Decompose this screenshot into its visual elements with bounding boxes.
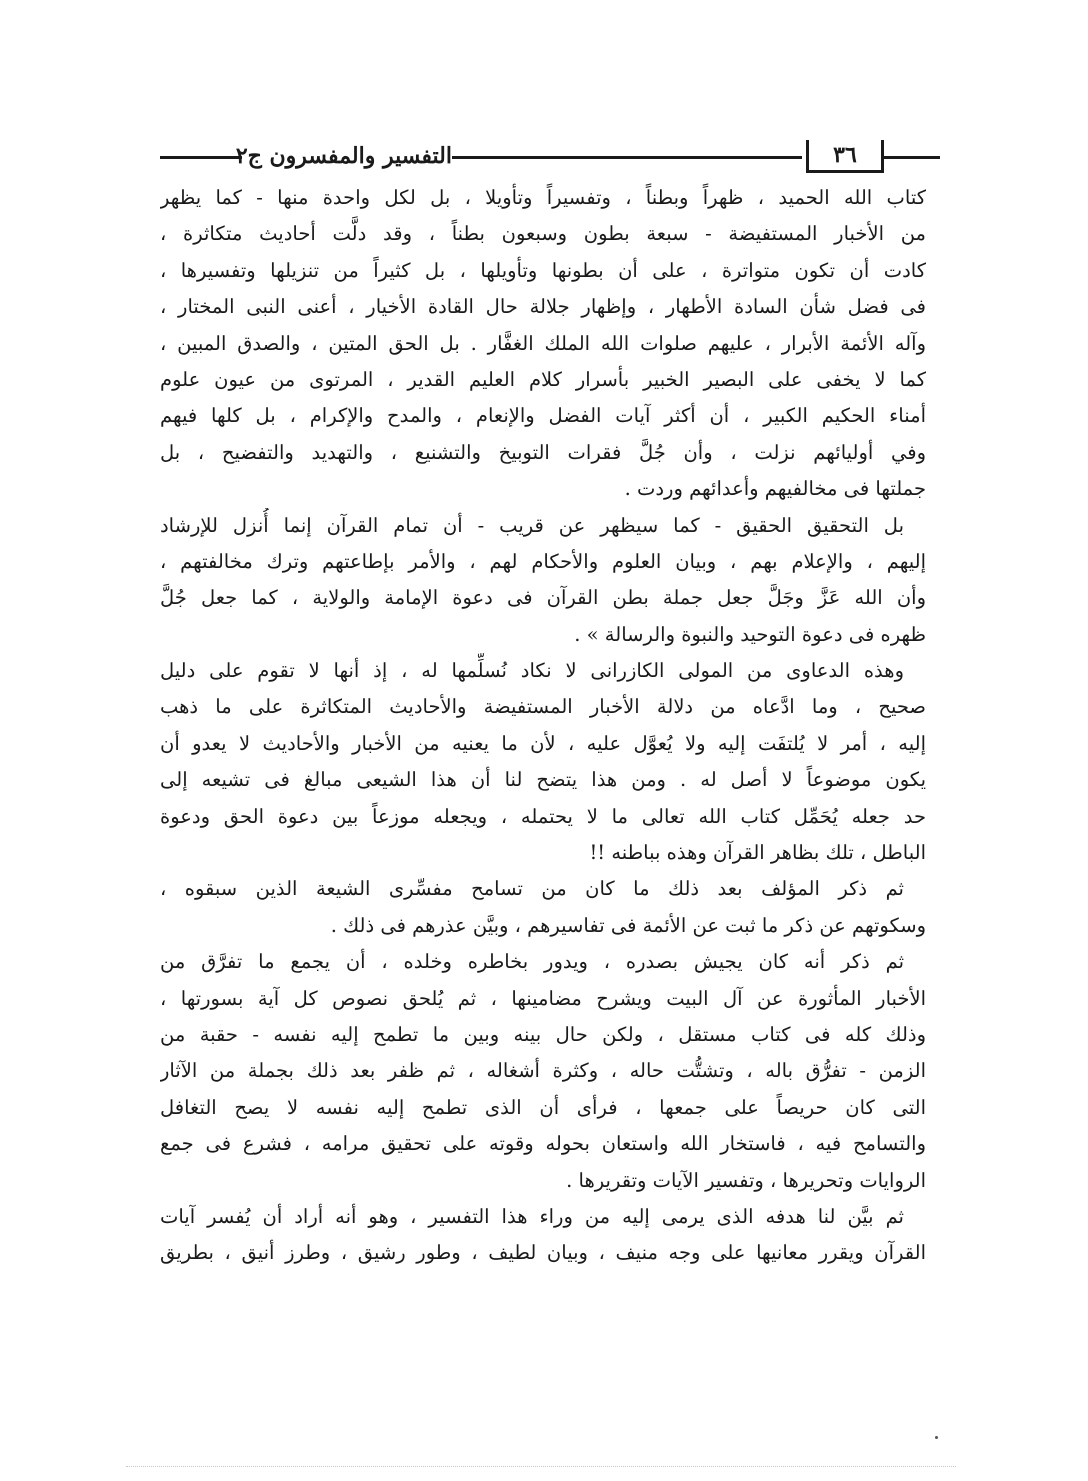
text-line: صحيح ، وما ادَّعاه من دلالة الأخبار المستفيضة والأحاديث المتكاثرة على ما ذهب	[160, 695, 926, 719]
text-line: وذلك كله فى كتاب مستقل ، ولكن حال بينه وبين ما تطمح إليه نفسه - حقبة من	[160, 1022, 926, 1046]
text-line: كتاب الله الحميد ، ظهراً وبطناً ، وتفسيراً وتأويلا ، بل لكل واحدة منها - كما يظهر	[160, 186, 926, 209]
body-text	[160, 180, 926, 1272]
text-line: وأن الله عَزَّ وجَلَّ جعل جملة بطن القرآن فى دعوة الإمامة والولاية ، كما جعل جُلَّ	[160, 586, 926, 610]
text-line: كما لا يخفى على البصير الخبير بأسرار كلام العليم القدير ، المرتوى من عيون علوم	[160, 367, 926, 391]
scan-speck	[935, 1436, 938, 1439]
header-rule-left	[160, 156, 242, 159]
text-line: وهذه الدعاوى من المولى الكازرانى لا نكاد نُسلِّمها له ، إذ أنها لا تقوم على دليل	[160, 659, 904, 683]
text-line: وفي أوليائهم نزلت ، وأن جُلَّ فقرات التوبيخ والتشنيع ، والتهديد والتفضيح ، بل	[160, 440, 926, 464]
text-line: حد جعله يُحَمِّل كتاب الله تعالى ما لا يحتمله ، ويجعله موزعاً بين دعوة الحق ودعوة	[160, 804, 926, 828]
text-line: بل التحقيق الحقيق - كما سيظهر عن قريب - أن تمام القرآن إنما أُنزل للإرشاد	[160, 513, 904, 537]
text-line: فى فضل شأن السادة الأطهار ، وإظهار جلالة حال القادة الأخيار ، أعنى النبى المختار ،	[160, 295, 926, 319]
running-title: التفسير والمفسرون ج٢	[235, 143, 452, 169]
page-bottom-edge	[126, 1466, 956, 1467]
text-line: ثم ذكر المؤلف بعد ذلك ما كان من تسامح مفسِّرى الشيعة الذين سبقوه ،	[160, 877, 904, 901]
text-line: كادت أن تكون متواترة ، على أن بطونها وتأويلها ، بل كثيراً من تنزيلها وتفسيرها ،	[160, 258, 926, 282]
header-rule-right	[882, 156, 940, 159]
text-line: ثم بيَّن لنا هدفه الذى يرمى إليه من وراء هذا التفسير ، وهو أنه أراد أن يُفسر آيات	[160, 1204, 904, 1228]
text-line: والتسامح فيه ، فاستخار الله واستعان بحوله وقوته على تحقيق مرامه ، فشرع فى جمع	[160, 1132, 926, 1156]
text-line: ثم ذكر أنه كان يجيش بصدره ، ويدور بخاطره وخلده ، أن يجمع ما تفرَّق من	[160, 950, 904, 974]
text-line: من الأخبار المستفيضة - سبعة بطون وسبعون بطناً ، وقد دلَّت أحاديث متكاثرة ،	[160, 222, 926, 246]
text-line: التى كان حريصاً على جمعها ، فرأى أن الذى تطمح إليه نفسه لا يصح التغافل	[160, 1095, 926, 1119]
text-line: وسكوتهم عن ذكر ما ثبت عن الأئمة فى تفاسيرهم ، وبيَّن عذرهم فى ذلك .	[330, 913, 926, 937]
text-line: جملتها فى مخالفيهم وأعدائهم وردت .	[624, 477, 926, 501]
header-rule-middle	[452, 156, 802, 159]
text-line: ظهره فى دعوة التوحيد والنبوة والرسالة » .	[574, 622, 926, 646]
text-line: الروايات وتحريرها ، وتفسير الآيات وتقريرها .	[566, 1168, 926, 1192]
text-line: الزمن - تفرُّق باله ، وتشتُّت حاله ، وكثرة أشغاله ، ثم ظفر بعد ذلك بجملة من الآثار	[160, 1059, 926, 1083]
text-line: الباطل ، تلك بظاهر القرآن وهذه بباطنه !!	[589, 841, 926, 865]
page-number: ٣٦	[806, 140, 884, 173]
running-header	[150, 140, 940, 180]
text-line: الأخبار المأثورة عن آل البيت ويشرح مضامينها ، ثم يُلحق نصوص كل آية بسورتها ،	[160, 986, 926, 1010]
text-line: إليهم ، والإعلام بهم ، وبيان العلوم والأحكام لهم ، والأمر بإطاعتهم وترك مخالفتهم ،	[160, 549, 926, 573]
text-line: يكون موضوعاً لا أصل له . ومن هذا يتضح لنا أن هذا الشيعى مبالغ فى تشيعه إلى	[160, 768, 926, 792]
text-line: وآله الأئمة الأبرار ، عليهم صلوات الله الملك الغفَّار . بل الحق المتين ، والصدق المبين ،	[160, 331, 926, 355]
text-line: القرآن ويقرر معانيها على وجه منيف ، وبيان لطيف ، وطور رشيق ، وطرز أنيق ، بطريق	[160, 1241, 926, 1265]
text-line: أمناء الحكيم الكبير ، أن أكثر آيات الفضل والإنعام ، والمدح والإكرام ، بل كلها فيهم	[160, 404, 926, 428]
text-line: إليه ، أمر لا يُلتفَت إليه ولا يُعوَّل عليه ، لأن ما يعنيه من الأخبار والأحاديث لا يعدو أن	[160, 731, 926, 755]
